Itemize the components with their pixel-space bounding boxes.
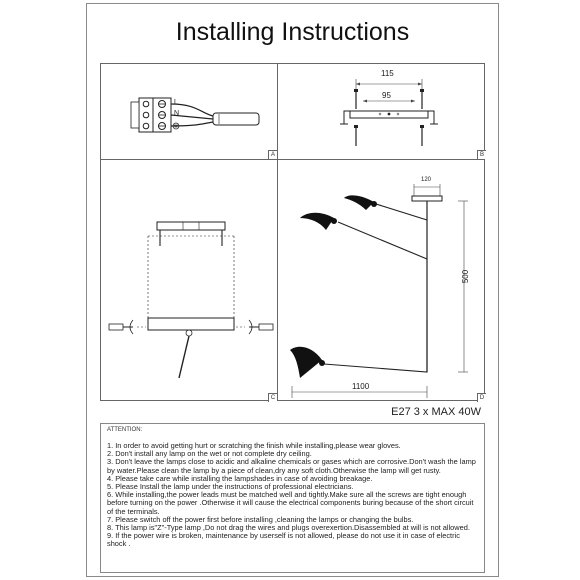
list-item: 8. This lamp is"Z"-Type lamp ,Do not drag the wires and plugs overexertion.Disassembled at will is not allowed.: [107, 523, 470, 533]
canopy-drawing: [101, 160, 277, 402]
page-title: Installing Instructions: [175, 18, 410, 46]
dimension-inner: 95: [382, 91, 391, 100]
list-item: 5. Please Install the lamp under the instructions of professional electricians.: [107, 482, 354, 492]
panel-letter-a: A: [268, 150, 277, 159]
panel-letter-d: D: [477, 393, 486, 402]
lamp-drawing: [278, 160, 486, 402]
diagram-grid: [100, 63, 485, 401]
list-item: 6. While installing,the power leads must be matched well and tightly.Make sure all the screws are tight enough before turning on the power .Otherwise it will cause the electrical components buring because of the short circuit of the terminals.: [107, 490, 474, 516]
terminal-block-drawing: [101, 64, 277, 159]
list-item: 4. Please take care while installing the lampshades in case of avoiding breakage.: [107, 473, 373, 483]
lamp-spec: E27 3 x MAX 40W: [391, 406, 481, 418]
list-item: 1. In order to avoid getting hurt or scratching the finish while installing,please wear gloves.: [107, 441, 401, 450]
panel-b-bracket: [278, 64, 486, 159]
list-item: 2. Don't install any lamp on the wet or not complete dry ceiling.: [107, 449, 312, 459]
panel-a-wiring: [101, 64, 277, 159]
dimension-outer: 115: [381, 69, 394, 78]
panel-letter-b: B: [477, 150, 486, 159]
terminal-label-l: L: [174, 99, 178, 106]
list-item: 7. Please switch off the power first before installing ,cleaning the lamps or changing the bulbs.: [107, 514, 414, 524]
panel-c-canopy: [101, 160, 277, 402]
dimension-height: 500: [461, 269, 471, 284]
list-item: 9. If the power wire is broken, maintenance by userself is not allowed, please do not use it in case of electric shock .: [107, 531, 460, 549]
dimension-width: 1100: [352, 382, 370, 391]
panel-letter-c: C: [268, 393, 277, 402]
attention-list: [107, 442, 478, 549]
terminal-label-n: N: [174, 110, 180, 117]
bracket-drawing: [278, 64, 486, 159]
panel-d-lamp-dimensions: [278, 160, 486, 402]
list-item: 3. Don't leave the lamps close to acidic and alkaline chemicals or gases which are corrosive.Don't wash the lamp by water.Please clean the lamp by a piece of clean,dry any soft cloth.Otherwise the lamp will get rusty.: [107, 457, 476, 475]
instruction-sheet: [86, 3, 499, 577]
dimension-top: 120: [421, 177, 432, 183]
attention-box: [100, 423, 485, 573]
attention-title: ATTENTION:: [107, 427, 143, 433]
